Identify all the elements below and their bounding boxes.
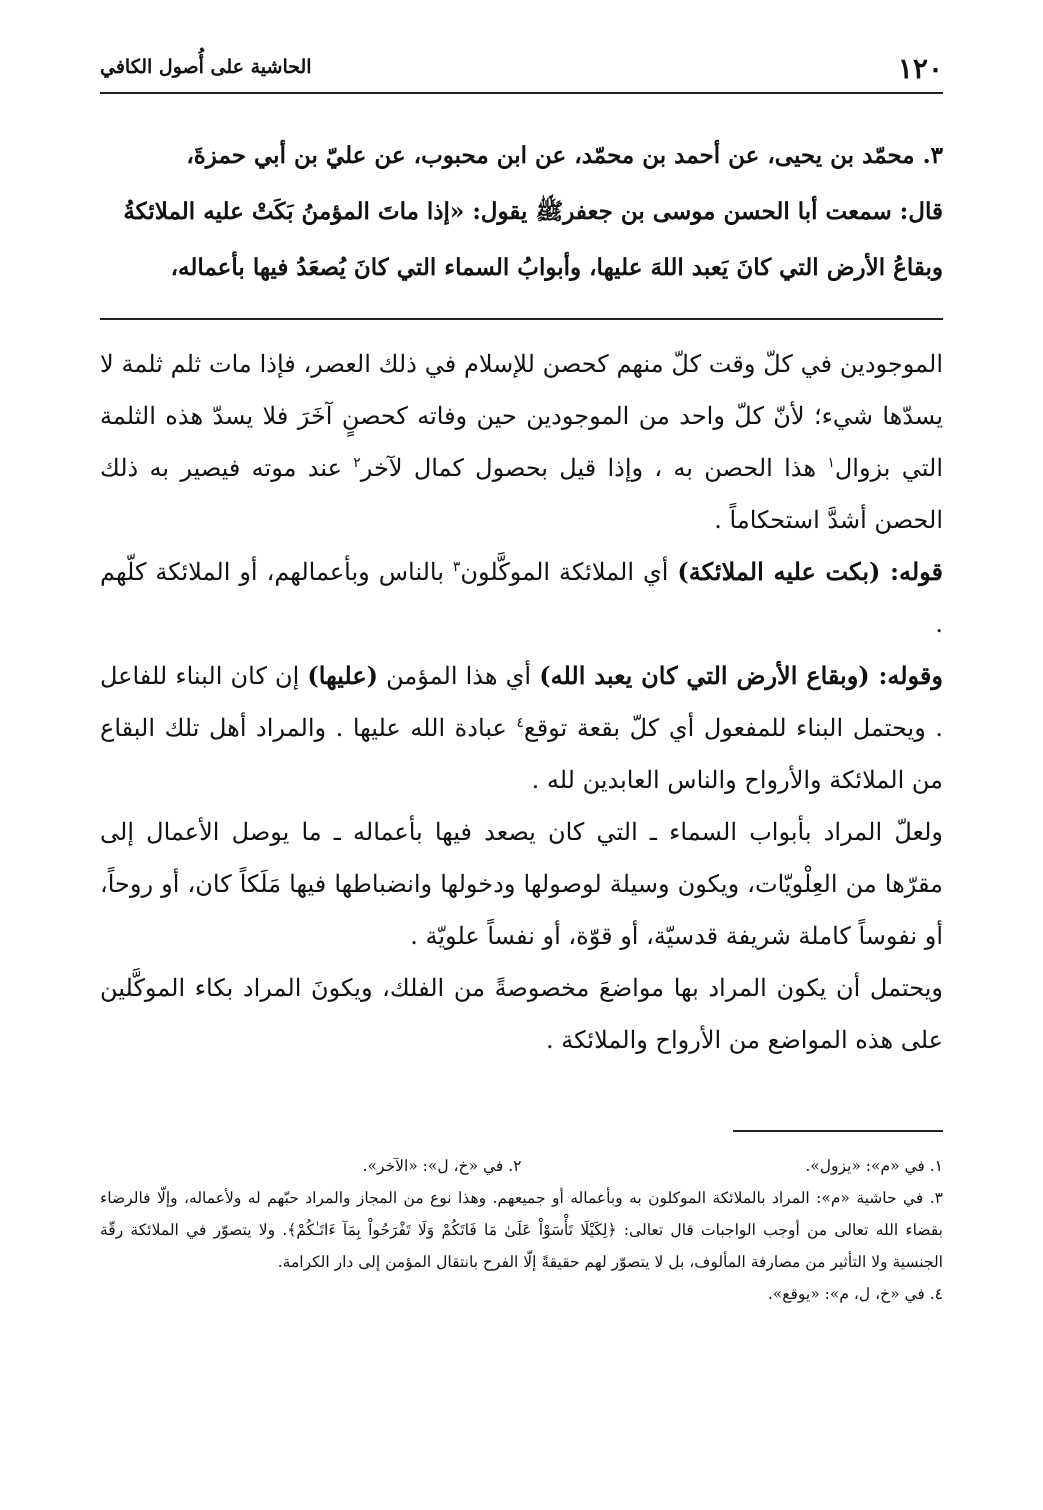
footnote-2: ٢. في «خ، ل»: «الآخر».: [362, 1157, 522, 1175]
paragraph-text: أي الملائكة الموكَّلون: [460, 558, 678, 586]
page: [100, 0, 943, 1510]
footnote-ref: ١: [827, 455, 835, 471]
lemma-label: وقوله:: [869, 661, 943, 690]
hadith-line: وبقاعُ الأرض التي كانَ يَعبد اللهَ عليها، وأبوابُ السماء التي كانَ يُصعَدُ فيها بأعماله،: [170, 254, 943, 281]
paragraph-text: إن كان البناء للفاعل . ويحتمل البناء للمفعول أي كلّ بقعة توقع: [100, 662, 943, 742]
paragraph-text: عبادة الله عليها . والمراد أهل تلك البقاع من الملائكة والأرواح والناس العابدين لله .: [100, 714, 943, 794]
lemma: (بكت عليه الملائكة): [677, 557, 881, 586]
footnote-3: ٣. في حاشية «م»: المراد بالملائكة الموكلون به وبأعماله أو جميعهم. وهذا نوع من المجاز والمراد حبّهم له ولأعماله، وإلّا فالرضاء بقضاء الله تعالى من أوجب الواجبات قال تعالى: ﴿لِكَيْلَا تَأْسَوْاْ عَلَىٰ مَا فَاتَكُمْ وَلَا تَفْرَحُواْ بِمَآ ءَاتَـٰكُمْ﴾. ولا يتصوّر في الملائكة رقّة الجنسية ولا التأثير من مصارفة المألوف، بل لا يتصوّر لهم حقيقةً إلّا الفرح بانتقال المؤمن إلى دار الكرامة.: [100, 1189, 943, 1271]
footnote-1: ١. في «م»: «يزول».: [805, 1157, 943, 1175]
footnote-ref: ٤: [516, 715, 524, 731]
paragraph-text: الموجودين في كلّ وقت كلّ منهم كحصن للإسلام في ذلك العصر، فإذا مات ثلم ثلمة لا يسدّها شيء؛ لأنّ كلّ واحد من الموجودين حين وفاته كحصنٍ آخَرَ فلا يسدّ هذه الثلمة التي بزوال: [100, 350, 943, 482]
footnote-row: [100, 1150, 943, 1182]
footnotes: [100, 1150, 943, 1310]
footnote-divider: [733, 1130, 943, 1132]
lemma-label: قوله:: [880, 557, 944, 586]
paragraph-text: عند موته فيصير به ذلك الحصن أشدَّ استحكاماً .: [100, 454, 943, 534]
page-number: ١٢٠: [897, 52, 943, 85]
hadith-line: قال: سمعت أبا الحسن موسى بن جعفرﷺ يقول: «إذا ماتَ المؤمنُ بَكَتْ عليه الملائكةُ: [123, 198, 943, 225]
footnote-ref: ٣: [452, 559, 461, 575]
footnote-ref: ٢: [353, 455, 361, 471]
paragraph-text: هذا الحصن به ، وإذا قيل بحصول كمال لآخر: [360, 454, 828, 482]
section-divider: [100, 318, 943, 320]
lemma: (وبقاع الأرض التي كان يعبد الله): [539, 661, 870, 690]
commentary-paragraph: [100, 338, 943, 546]
commentary-paragraph: ويحتمل أن يكون المراد بها مواضعَ مخصوصةً من الفلك، ويكونَ المراد بكاء الموكَّلين على هذه المواضع من الأرواح والملائكة .: [100, 974, 943, 1054]
lemma: (عليها): [307, 661, 378, 690]
commentary-paragraph: [100, 650, 943, 806]
running-title: الحاشية على أُصول الكافي: [100, 56, 312, 78]
hadith-line: ٣. محمّد بن يحيى، عن أحمد بن محمّد، عن ابن محبوب، عن عليّ بن أبي حمزةَ،: [186, 142, 943, 169]
page-header: [100, 52, 943, 92]
paragraph-text: بالناس وبأعمالهم، أو الملائكة كلّهم .: [100, 558, 943, 638]
hadith-text: [100, 128, 943, 296]
commentary: [100, 338, 943, 1066]
commentary-paragraph: [100, 546, 943, 650]
commentary-paragraph: ولعلّ المراد بأبواب السماء ـ التي كان يصعد فيها بأعماله ـ ما يوصل الأعمال إلى مقرّها من العِلْويّات، ويكون وسيلة لوصولها ودخولها وانضباطها فيها مَلَكاً كان، أو روحاً، أو نفوساً كاملة شريفة قدسيّة، أو قوّة، أو نفساً علويّة .: [100, 818, 943, 950]
paragraph-text: أي هذا المؤمن: [378, 662, 540, 690]
header-rule: [100, 92, 943, 94]
footnote-4: ٤. في «خ، ل، م»: «يوقع».: [767, 1285, 943, 1303]
